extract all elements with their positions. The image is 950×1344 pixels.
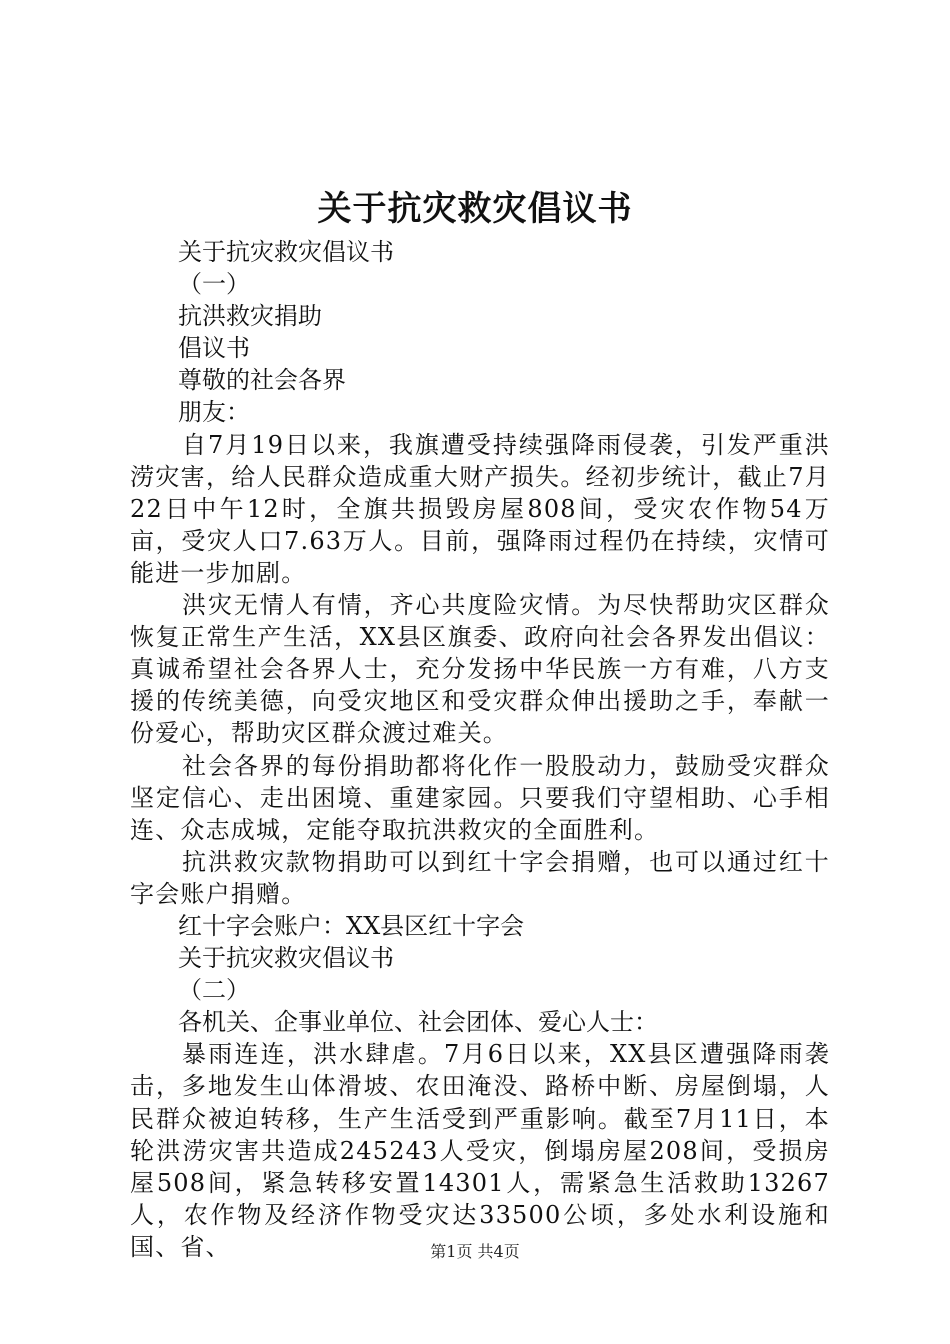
text-line: 倡议书: [178, 334, 250, 363]
text-line: 红十字会账户：XX县区红十字会: [178, 911, 525, 940]
paragraph: 社会各界的每份捐助都将化作一股股动力，鼓励受灾群众坚定信心、走出困境、重建家园。只要我们守望相助、心手相连、众志成城，定能夺取抗洪救灾的全面胜利。: [130, 751, 830, 844]
paragraph: 抗洪救灾款物捐助可以到红十字会捐赠，也可以通过红十字会账户捐赠。: [130, 847, 830, 908]
paragraph: 洪灾无情人有情，齐心共度险灾情。为尽快帮助灾区群众恢复正常生产生活，XX县区旗委、政府向社会各界发出倡议：真诚希望社会各界人士，充分发扬中华民族一方有难，八方支援的传统美德，向受灾地区和受灾群众伸出援助之手，奉献一份爱心，帮助灾区群众渡过难关。: [130, 591, 830, 748]
text-line: （二）: [178, 976, 250, 1005]
text-line: 尊敬的社会各界: [178, 366, 346, 395]
text-line: 关于抗灾救灾倡议书: [178, 238, 394, 266]
text-line: 抗洪救灾捐助: [178, 302, 322, 331]
text-line: （一）: [178, 270, 250, 299]
document-body: [130, 236, 830, 1263]
document-title: 关于抗灾救灾倡议书: [317, 189, 633, 229]
text-line: 各机关、企事业单位、社会团体、爱心人士：: [178, 1008, 658, 1037]
paragraph: 自7月19日以来，我旗遭受持续强降雨侵袭，引发严重洪涝灾害，给人民群众造成重大财产损失。经初步统计，截止7月22日中午12时，全旗共损毁房屋808间，受灾农作物54万亩，受灾人口7.63万人。目前，强降雨过程仍在持续，灾情可能进一步加剧。: [130, 430, 830, 587]
text-line: 朋友：: [178, 398, 250, 427]
page-number: 第1页 共4页: [430, 1242, 520, 1261]
text-line: 关于抗灾救灾倡议书: [178, 944, 394, 973]
paragraph: 暴雨连连，洪水肆虐。7月6日以来，XX县区遭强降雨袭击，多地发生山体滑坡、农田淹没、路桥中断、房屋倒塌，人民群众被迫转移，生产生活受到严重影响。截至7月11日，本轮洪涝灾害共造成245243人受灾，倒塌房屋208间，受损房屋508间，紧急转移安置14301人，需紧急生活救助13267人，农作物及经济作物受灾达33500公顷，多处水利设施和国、省、: [130, 1040, 830, 1261]
